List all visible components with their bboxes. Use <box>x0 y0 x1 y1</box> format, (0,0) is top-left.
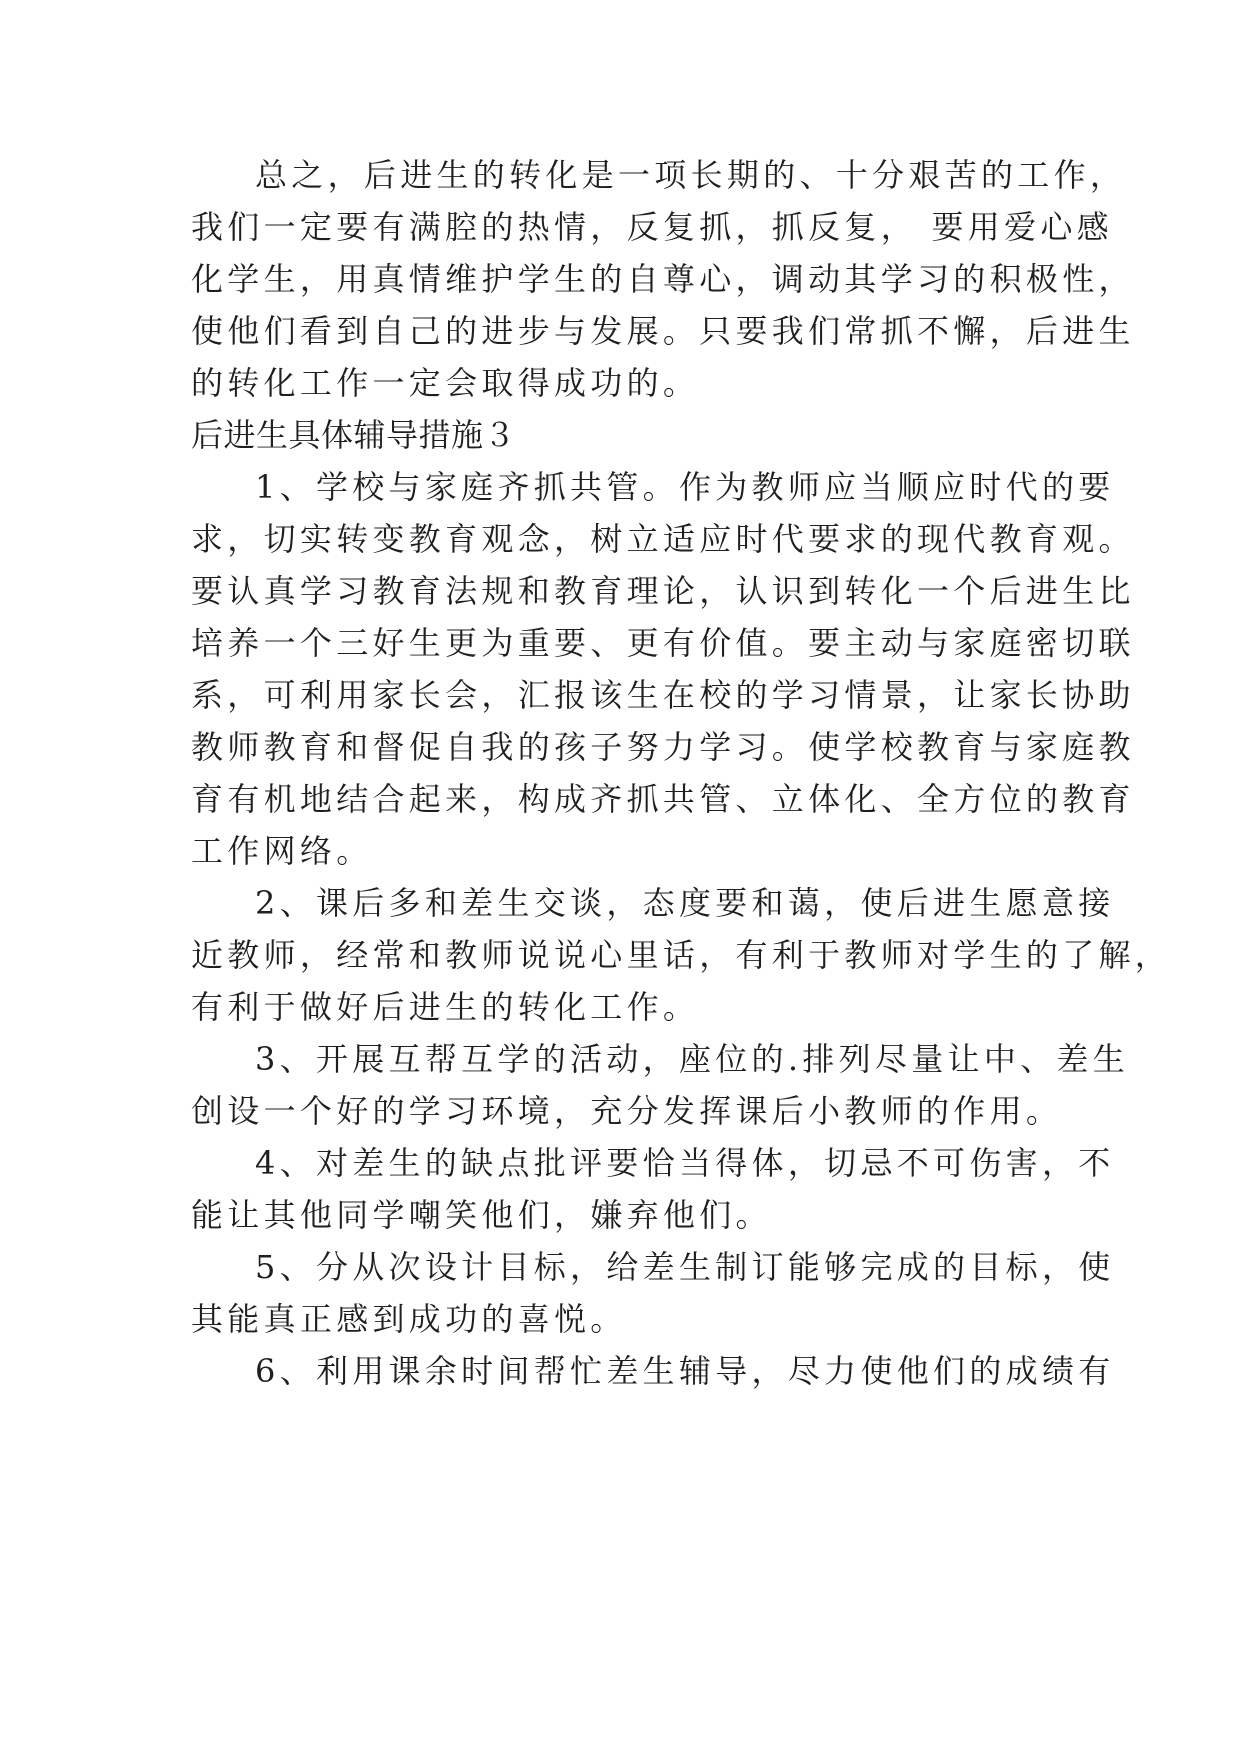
paragraph-line: 总之，后进生的转化是一项长期的、十分艰苦的工作， <box>255 156 1127 194</box>
paragraph-line: 5、分从次设计目标，给差生制订能够完成的目标，使 <box>255 1248 1115 1286</box>
paragraph-line: 要认真学习教育法规和教育理论，认识到转化一个后进生比 <box>191 572 1135 610</box>
paragraph-line: 其能真正感到成功的喜悦。 <box>191 1300 627 1338</box>
paragraph-line: 系，可利用家长会，汇报该生在校的学习情景，让家长协助 <box>191 676 1135 714</box>
paragraph-line: 培养一个三好生更为重要、更有价值。要主动与家庭密切联 <box>191 624 1135 662</box>
paragraph-line: 6、利用课余时间帮忙差生辅导，尽力使他们的成绩有 <box>255 1352 1115 1390</box>
paragraph-line: 近教师，经常和教师说说心里话，有利于教师对学生的了解， <box>191 936 1172 974</box>
paragraph-line: 求，切实转变教育观念，树立适应时代要求的现代教育观。 <box>191 520 1135 558</box>
paragraph-line: 的转化工作一定会取得成功的。 <box>191 364 700 402</box>
paragraph-line: 4、对差生的缺点批评要恰当得体，切忌不可伤害，不 <box>255 1144 1115 1182</box>
paragraph-line: 1、学校与家庭齐抓共管。作为教师应当顺应时代的要 <box>255 468 1115 506</box>
paragraph-line: 我们一定要有满腔的热情，反复抓，抓反复， 要用爱心感 <box>191 208 1113 246</box>
paragraph-line: 使他们看到自己的进步与发展。只要我们常抓不懈，后进生 <box>191 312 1135 350</box>
paragraph-line: 创设一个好的学习环境，充分发挥课后小教师的作用。 <box>191 1092 1063 1130</box>
paragraph-line: 化学生，用真情维护学生的自尊心，调动其学习的积极性， <box>191 260 1135 298</box>
paragraph-line: 能让其他同学嘲笑他们，嫌弃他们。 <box>191 1196 772 1234</box>
paragraph-line: 2、课后多和差生交谈，态度要和蔼，使后进生愿意接 <box>255 884 1115 922</box>
paragraph-line: 教师教育和督促自我的孩子努力学习。使学校教育与家庭教 <box>191 728 1135 766</box>
paragraph-line: 育有机地结合起来，构成齐抓共管、立体化、全方位的教育 <box>191 780 1135 818</box>
paragraph-line: 3、开展互帮互学的活动，座位的.排列尽量让中、差生 <box>255 1040 1130 1078</box>
section-heading: 后进生具体辅导措施３ <box>191 416 517 454</box>
paragraph-line: 工作网络。 <box>191 832 373 870</box>
paragraph-line: 有利于做好后进生的转化工作。 <box>191 988 700 1026</box>
